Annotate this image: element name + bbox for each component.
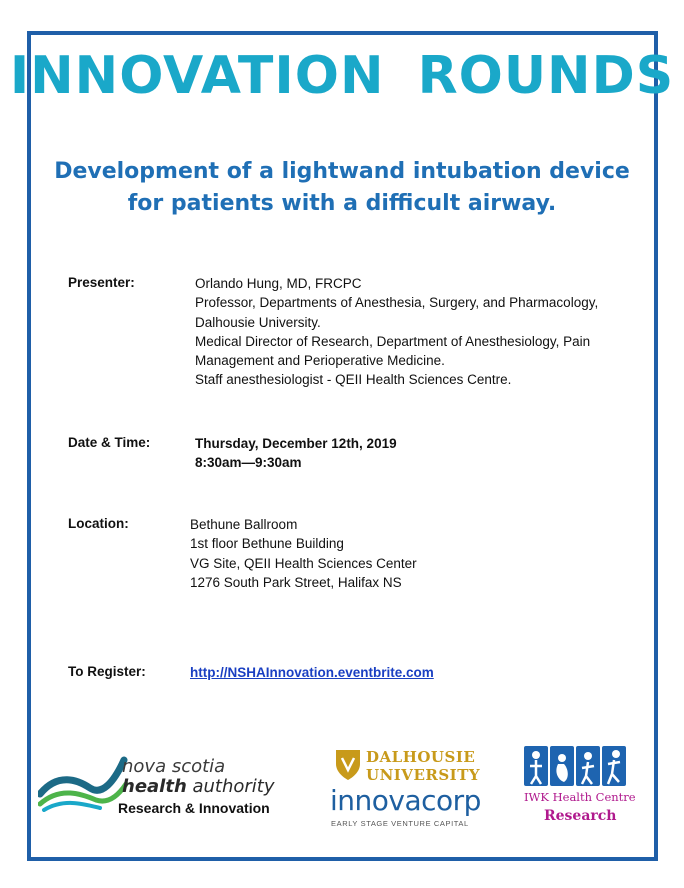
talk-title-line-1: Development of a lightwand intubation device (54, 159, 630, 184)
iwk-logo (522, 746, 636, 830)
event-time: 8:30am—9:30am (195, 455, 302, 471)
register-label: To Register: (68, 664, 146, 679)
talk-title-line-2: for patients with a difficult airway. (127, 191, 557, 216)
iwk-line-2: Research (544, 808, 617, 824)
presenter-details (195, 274, 598, 390)
dalhousie-line-2: UNIVERSITY (366, 766, 481, 784)
presenter-line: Dalhousie University. (195, 314, 321, 330)
nsha-logo (38, 748, 288, 828)
datetime-details (195, 434, 397, 473)
innovacorp-wordmark: innovacorp (330, 784, 481, 817)
nsha-wave-icon (38, 752, 128, 812)
dalhousie-innovacorp-logo (330, 744, 480, 834)
presenter-label: Presenter: (68, 275, 135, 290)
presenter-line: Management and Perioperative Medicine. (195, 353, 445, 369)
nsha-line-3: Research & Innovation (118, 800, 270, 816)
presenter-line: Staff anesthesiologist - QEII Health Sciences Centre. (195, 372, 512, 388)
location-line: 1st floor Bethune Building (190, 536, 344, 552)
location-line: 1276 South Park Street, Halifax NS (190, 574, 402, 590)
location-line: Bethune Ballroom (190, 517, 298, 532)
registration-link[interactable]: http://NSHAInnovation.eventbrite.com (190, 665, 434, 680)
page-title: INNOVATION ROUNDS (9, 46, 675, 106)
presenter-line: Medical Director of Research, Department of Anesthesiology, Pain (195, 333, 591, 349)
location-line: VG Site, QEII Health Sciences Center (190, 555, 417, 571)
dalhousie-line-1: DALHOUSIE (366, 748, 476, 766)
location-label: Location: (68, 516, 129, 531)
dalhousie-shield-icon (334, 748, 362, 782)
presenter-line: Professor, Departments of Anesthesia, Surgery, and Pharmacology, (195, 295, 599, 311)
datetime-label: Date & Time: (68, 435, 151, 450)
location-details (190, 515, 417, 592)
nsha-line-1: nova scotia (122, 756, 226, 777)
iwk-figures-icon (524, 746, 628, 788)
talk-title (40, 156, 644, 220)
innovacorp-tagline: EARLY STAGE VENTURE CAPITAL (331, 819, 469, 828)
event-date: Thursday, December 12th, 2019 (195, 436, 397, 451)
nsha-line-2: health authority (122, 776, 275, 797)
iwk-line-1: IWK Health Centre (524, 790, 636, 804)
presenter-name: Orlando Hung, MD, FRCPC (195, 276, 362, 291)
